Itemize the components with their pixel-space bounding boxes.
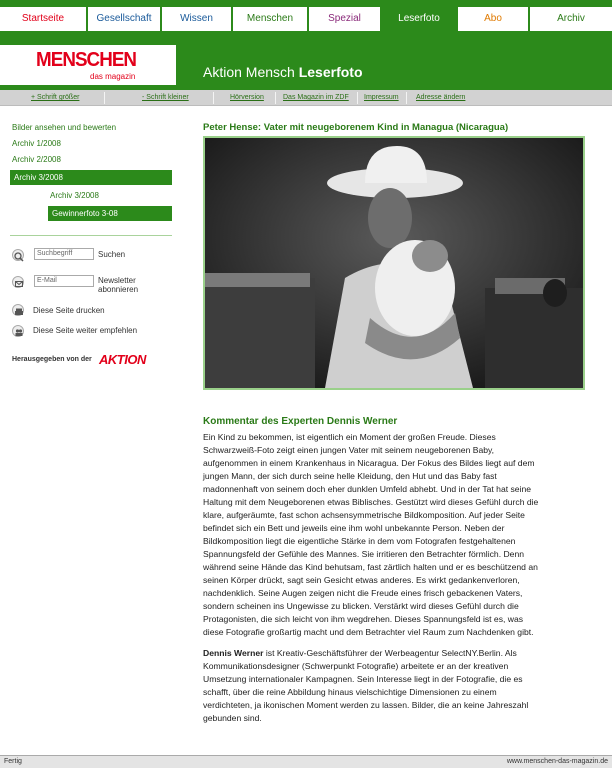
comment-line: Bildkomposition liegt die eigentliche Stärke in dem vom Fotografen festgehaltenen: [203, 536, 516, 546]
author-paragraph: [203, 647, 575, 725]
print-icon: [12, 304, 24, 316]
comment-line: sondern scheinen ins Ungewisse zu blicken. Verstärkt wird dieses Gefühl durch die: [203, 601, 519, 611]
author-line: schafft, über die reine Abbildung hinaus vielschichtige Dimensionen zu einem: [203, 687, 497, 697]
publisher-label: Herausgegeben von der: [12, 356, 92, 363]
comment-line: seinen Körper drückt, sagt sein Gesicht etwas anderes. Es wirkt gedankenverloren,: [203, 575, 520, 585]
impressum-link[interactable]: Impressum: [364, 94, 399, 101]
comment-line: Protagonisten, die sich leicht von ihm wegdrehen. Dieses Spannungsfeld ist es, was: [203, 614, 524, 624]
tab-wissen[interactable]: Wissen: [162, 7, 231, 31]
search-button[interactable]: Suchen: [98, 250, 126, 259]
change-address-link[interactable]: Adresse ändern: [416, 94, 466, 101]
print-page-link[interactable]: Diese Seite drucken: [33, 306, 105, 315]
search-input[interactable]: Suchbegriff: [34, 248, 94, 260]
page-title: [203, 64, 363, 80]
page-title-a: Aktion Mensch: [203, 64, 299, 80]
comment-title: Kommentar des Experten Dennis Werner: [203, 416, 398, 427]
email-input[interactable]: E-Mail: [34, 275, 94, 287]
comment-line: diese Fotografie großartig macht und dem Betrachter viel Raum zum Nachdenken gibt.: [203, 627, 534, 637]
status-bar: [0, 755, 612, 768]
author-line: [203, 647, 575, 660]
tab-gesellschaft[interactable]: Gesellschaft: [88, 7, 160, 31]
comment-line: jungen Mann, der sich durch seine helle Kleidung, den Hut und das Baby fast: [203, 471, 497, 481]
author-name: Dennis Werner: [203, 648, 264, 658]
comment-line: während seine Hände das Kind behutsam, fast zärtlich halten und er es beschützend an: [203, 562, 538, 572]
comment-paragraph: [203, 431, 575, 639]
divider: [406, 92, 407, 104]
sidebar-subitem-winner-photo[interactable]: Gewinnerfoto 3-08: [48, 206, 172, 221]
tab-abo[interactable]: Abo: [458, 7, 528, 31]
author-line-text: ist Kreativ-Geschäftsführer der Werbeagentur SelectNY.Berlin. Als: [263, 648, 517, 658]
search-icon: [12, 249, 24, 261]
sidebar-subitem-archiv-3[interactable]: Archiv 3/2008: [50, 191, 99, 200]
tab-startseite[interactable]: Startseite: [0, 7, 86, 31]
top-navigation: [0, 0, 612, 38]
author-line: Umsetzung internationaler Kampagnen. Sein Interesse liegt in der Fotografie, die es: [203, 674, 523, 684]
comment-line: madonnenhaft von seinem doch eher dunklen Umfeld abhebt. Und in der Tat hat seine: [203, 484, 532, 494]
magazine-logo[interactable]: [0, 45, 176, 85]
utility-navigation: [0, 90, 612, 106]
divider: [357, 92, 358, 104]
tab-menschen[interactable]: Menschen: [233, 7, 307, 31]
aktion-mensch-logo[interactable]: AKTION: [99, 352, 146, 367]
page-title-b: Leserfoto: [298, 64, 363, 80]
comment-line: klare, aufgeräumte, fast schon achsensymmetrische Bildkomposition. Auf jeder Seite: [203, 510, 525, 520]
sidebar-item-archiv-1[interactable]: Archiv 1/2008: [12, 139, 61, 148]
divider: [275, 92, 276, 104]
zdf-link[interactable]: Das Magazin im ZDF: [283, 94, 349, 101]
newsletter-subscribe-1[interactable]: Newsletter: [98, 276, 136, 285]
tab-spezial[interactable]: Spezial: [309, 7, 380, 31]
comment-line: aufgenommen in einem Krankenhaus in Nicaragua. Der Fokus des Bildes liegt auf dem: [203, 458, 535, 468]
status-text: Fertig: [4, 758, 22, 765]
comment-line: Spannungsfeld der Gefühle des Mannes. Sie irritieren den Betrachter förmlich. Denn: [203, 549, 525, 559]
status-url: www.menschen-das-magazin.de: [506, 758, 608, 765]
sidebar-item-rate-pictures[interactable]: Bilder ansehen und bewerten: [12, 123, 117, 132]
divider: [10, 235, 172, 236]
audio-version-link[interactable]: Hörversion: [230, 94, 264, 101]
tab-archiv[interactable]: Archiv: [530, 7, 612, 31]
author-line: gebunden sind.: [203, 713, 262, 723]
divider: [104, 92, 105, 104]
logo-name: MENSCHEN: [36, 49, 137, 71]
comment-line: Haltung mit dem Neugeborenen etwas Biblisches. Gestützt wird dieses Gefühl durch die: [203, 497, 539, 507]
divider: [213, 92, 214, 104]
photo-title: Peter Hense: Vater mit neugeborenem Kind in Managua (Nicaragua): [203, 122, 509, 133]
author-line: verdichteten, ja ikonischen Moment werden zu lassen. Bilder, die an keine Jahreszahl: [203, 700, 529, 710]
comment-line: Schwarzweiß-Foto zeigt einen jungen Vater mit seinem neugeborenen Baby,: [203, 445, 495, 455]
comment-line: befindet sich ein Bett und jeweils eine ihm wohl unbekannte Person. Neben der: [203, 523, 505, 533]
recommend-icon: [12, 325, 24, 337]
comment-line: nachdenklich. Seine Augen zeigen nicht die Freude eines frisch gebackenen Vaters,: [203, 588, 523, 598]
tab-leserfoto[interactable]: Leserfoto: [382, 7, 456, 31]
recommend-page-link[interactable]: Diese Seite weiter empfehlen: [33, 326, 138, 335]
font-larger-link[interactable]: + Schrift größer: [31, 94, 80, 101]
logo-tagline: das magazin: [90, 72, 136, 81]
sidebar-item-archiv-3[interactable]: Archiv 3/2008: [10, 170, 172, 185]
author-line: Kommunikationsdesigner (Schwerpunkt Fotografie) arbeitete er an der kreativen: [203, 661, 509, 671]
comment-line: Ein Kind zu bekommen, ist eigentlich ein Moment der großen Freude. Dieses: [203, 432, 496, 442]
featured-photo: [203, 136, 585, 390]
mail-icon: [12, 276, 24, 288]
sidebar-item-archiv-2[interactable]: Archiv 2/2008: [12, 155, 61, 164]
newsletter-subscribe-2[interactable]: abonnieren: [98, 285, 139, 294]
font-smaller-link[interactable]: - Schrift kleiner: [142, 94, 189, 101]
